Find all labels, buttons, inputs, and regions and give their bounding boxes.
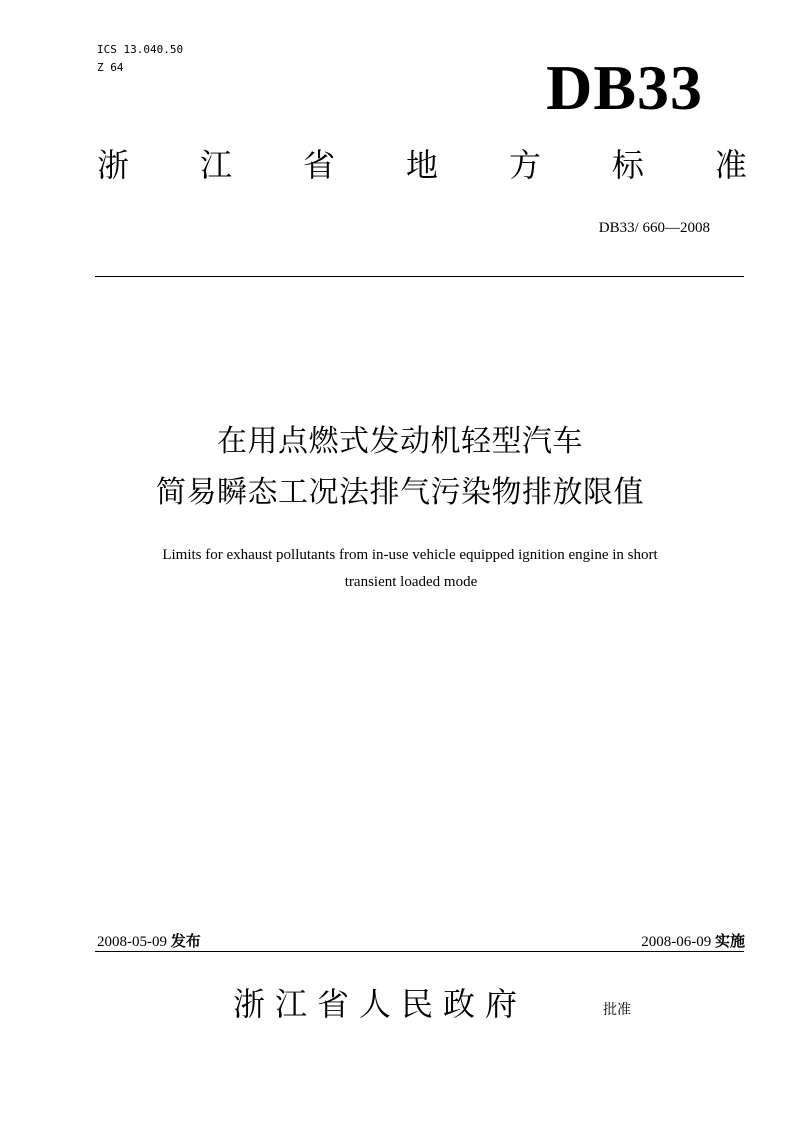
issue-date: 2008-05-09 (97, 934, 167, 950)
ics-code: ICS 13.040.50 (97, 43, 184, 56)
title-en-line1: Limits for exhaust pollutants from in-use vehicle equipped ignition engine in short (162, 547, 658, 563)
standard-category-title (97, 145, 747, 185)
implement-date: 2008-06-09 (641, 934, 712, 950)
title-char: 方 (508, 146, 541, 184)
title-char: 地 (405, 146, 438, 184)
title-char: 省 (302, 146, 335, 184)
title-cn-line1: 在用点燃式发动机轻型汽车 (217, 424, 583, 459)
header-divider (95, 276, 744, 277)
title-char: 浙 (97, 146, 130, 184)
approving-authority: 浙江省人民政府 (233, 985, 528, 1023)
issue-label: 发布 (170, 932, 201, 950)
standard-number: DB33/ 660—2008 (598, 220, 710, 236)
standard-logo: DB33 (546, 52, 703, 123)
title-en-line2: transient loaded mode (344, 574, 478, 590)
issue-date-block (97, 930, 201, 953)
implement-label: 实施 (714, 932, 745, 950)
title-char: 江 (199, 146, 232, 184)
implement-date-block (560, 930, 745, 953)
title-char: 标 (611, 146, 644, 184)
title-cn-line2: 简易瞬态工况法排气污染物排放限值 (156, 475, 644, 510)
classification-code: Z 64 (97, 61, 124, 74)
footer-divider (95, 951, 744, 952)
title-char: 准 (714, 146, 747, 184)
approve-label: 批准 (603, 1002, 631, 1018)
